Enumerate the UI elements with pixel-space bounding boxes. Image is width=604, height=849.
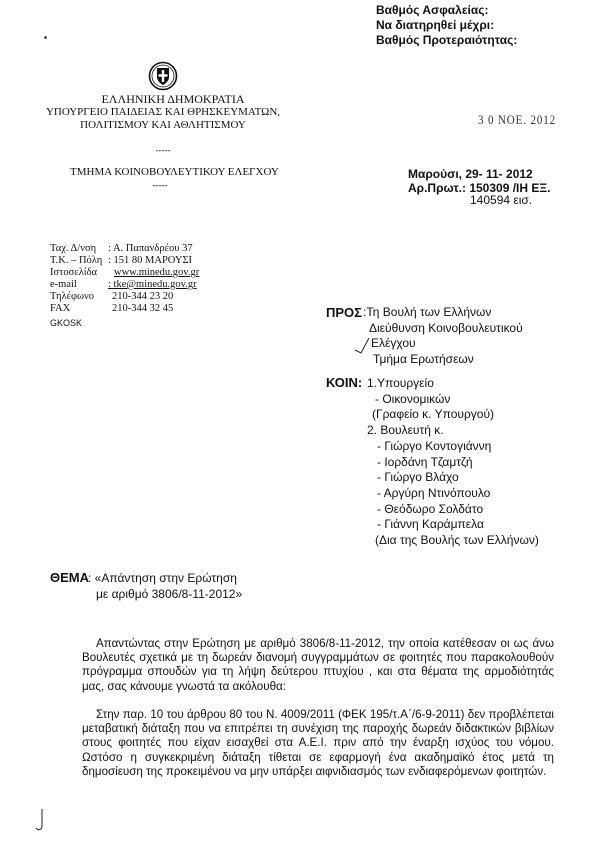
to-line: Ελέγχου xyxy=(371,336,416,350)
republic-title: ΕΛΛΗΝΙΚΗ ΔΗΜΟΚΡΑΤΙΑ xyxy=(101,92,245,106)
classification-block xyxy=(376,3,517,48)
cc-line: - Γιώργο Κοντογιάννη xyxy=(377,438,492,453)
contact-table xyxy=(50,243,199,329)
subject-label: ΘΕΜΑ xyxy=(50,570,89,585)
place-date: Μαρούσι, 29- 11- 2012 xyxy=(408,167,533,181)
cc-line: - Γιάννη Καράμπελα xyxy=(377,517,484,532)
contact-row xyxy=(50,279,199,291)
cc-line: (Γραφείο κ. Υπουργού) xyxy=(372,407,495,422)
email-link[interactable]: : tke@minedu.gov.gr xyxy=(108,279,197,290)
department-title: ΤΜΗΜΑ ΚΟΙΝΟΒΟΥΛΕΥΤΙΚΟΥ ΕΛΕΓΧΟΥ xyxy=(70,166,279,178)
cc-line: - Ιορδάνη Τζαμτζή xyxy=(377,454,473,469)
website-link[interactable]: www.minedu.gov.gr xyxy=(114,267,200,278)
cc-line: 1.Υπουργείο xyxy=(367,376,434,390)
ministry-line2: ΠΟΛΙΤΙΣΜΟΥ ΚΑΙ ΑΘΛΗΤΙΣΜΟΥ xyxy=(80,119,246,131)
contact-value: : 151 80 ΜΑΡΟΥΣΙ xyxy=(108,255,193,266)
contact-row xyxy=(50,243,199,255)
incoming-number: 140594 εισ. xyxy=(470,193,533,207)
cc-line: - Αργύρη Ντινόπουλο xyxy=(377,485,491,500)
contact-row xyxy=(50,303,199,315)
subject-line1: : «Απάντηση στην Ερώτηση xyxy=(88,571,237,585)
priority-grade: Βαθμός Προτεραιότητας: xyxy=(376,33,518,47)
subject-line2: με αριθμό 3806/8-11-2012» xyxy=(96,587,243,601)
contact-value: 210-344 32 45 xyxy=(112,303,174,314)
date-protocol-block xyxy=(408,167,550,195)
contact-row xyxy=(50,267,199,279)
contact-label: Τ.Κ. – Πόλη xyxy=(50,255,103,266)
header-separator: ----- xyxy=(155,145,171,155)
handwritten-tick-mark xyxy=(354,337,370,355)
body-paragraph-1: Απαντώντας στην Ερώτηση με αριθμό 3806/8-11-2012, την οποία κατέθεσαν οι ως άνω Βουλευτές σχετικά με τη δωρεάν διανομή συγγραμμάτων σε φοιτητές που παρακολουθούν πρόγραμμα σπουδών για τη λήψη δεύτερου πτυχίου , και στα θέματα της αρμοδιότητάς μας, σας κάνουμε γνωστά τα ακόλουθα: xyxy=(82,637,554,693)
subject-text xyxy=(88,570,242,602)
contact-label: FAX xyxy=(50,303,71,314)
to-line: Τμήμα Ερωτήσεων xyxy=(373,351,474,366)
contact-value: 210-344 23 20 xyxy=(112,291,174,302)
retain-until: Να διατηρηθεί μέχρι: xyxy=(376,18,495,32)
scan-speck xyxy=(44,36,47,39)
cc-line: - Οικονομικών xyxy=(375,391,451,406)
department-block xyxy=(70,166,279,192)
letterhead xyxy=(88,92,258,106)
cc-recipients xyxy=(367,376,539,549)
to-line: :Τη Βουλή των Ελλήνων xyxy=(363,305,492,319)
to-label: ΠΡΟΣ xyxy=(326,305,362,320)
margin-pen-mark xyxy=(34,808,46,832)
received-date-stamp: 3 0 ΝΟΕ. 2012 xyxy=(478,112,556,127)
cc-line: 2. Βουλευτή κ. xyxy=(367,423,444,438)
cc-line: - Γιώργο Βλάχο xyxy=(377,470,459,485)
contact-value: : Α. Παπανδρέου 37 xyxy=(108,243,193,254)
greek-coat-of-arms-icon xyxy=(148,61,178,91)
cc-line: (Δια της Βουλής των Ελλήνων) xyxy=(375,533,539,548)
contact-row xyxy=(50,291,199,303)
contact-label: e-mail xyxy=(50,279,77,290)
contact-label: Τηλέφωνο xyxy=(50,291,94,302)
sender-code: GKOSK xyxy=(50,318,83,328)
contact-row xyxy=(50,255,199,267)
to-line: Διεύθυνση Κοινοβουλευτικού xyxy=(369,320,523,335)
contact-label: Ιστοσελίδα xyxy=(50,267,98,278)
department-separator: ----- xyxy=(152,180,168,190)
security-grade: Βαθμός Ασφαλείας: xyxy=(376,3,489,17)
to-recipients xyxy=(363,305,523,367)
protocol-number: Αρ.Πρωτ.: 150309 /ΙΗ ΕΞ. xyxy=(408,181,551,195)
contact-label: Ταχ. Δ/νση xyxy=(50,243,97,254)
ministry-line1: ΥΠΟΥΡΓΕΙΟ ΠΑΙΔΕΙΑΣ ΚΑΙ ΘΡΗΣΚΕΥΜΑΤΩΝ, xyxy=(45,106,281,118)
body-paragraph-2: Στην παρ. 10 του άρθρου 80 του Ν. 4009/2011 (ΦΕΚ 195/τ.Α΄/6-9-2011) δεν προβλέπεται μεταβατική διάταξη που να επιτρέπει τη συνέχιση της παροχής δωρεάν διδακτικών βιβλίων στους φοιτητές που είχαν εισαχθεί στα Α.Ε.Ι. πριν από την έναρξη ισχύος του νόμου. Ωστόσο η συγκεκριμένη διάταξη τίθεται σε εφαρμογή ένα ακαδημαϊκό έτος μετά τη δημοσίευση της προκειμένου να μην υπάρξει αιφνιδιασμός των ενδιαφερόμενων φοιτητών. xyxy=(82,708,554,778)
cc-line: - Θεόδωρο Σολδάτο xyxy=(377,501,484,516)
ministry-block xyxy=(40,106,286,157)
cc-label: ΚΟΙΝ: xyxy=(326,375,363,390)
